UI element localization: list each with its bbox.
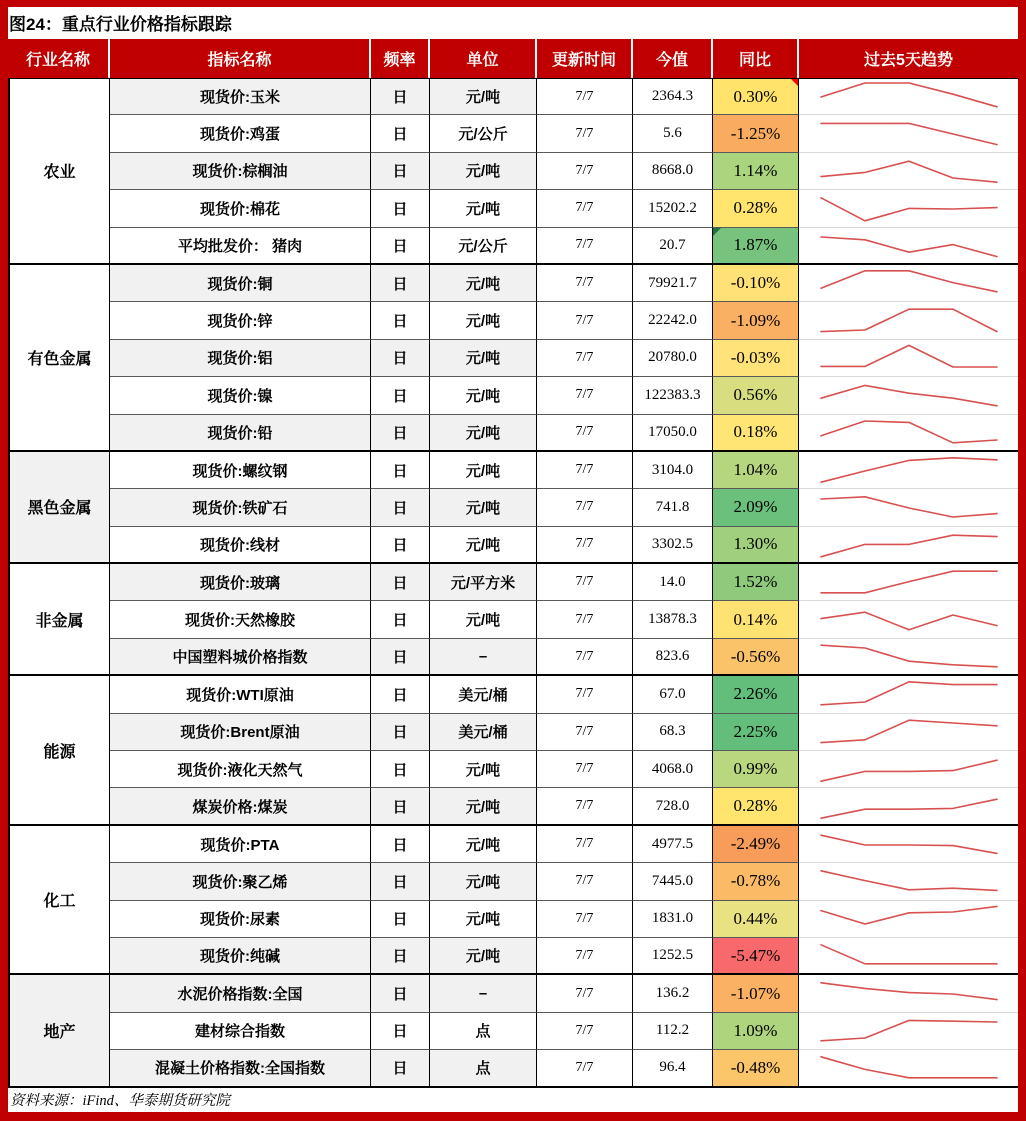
frequency-cell: 日 (371, 452, 430, 489)
value-cell: 7445.0 (633, 863, 713, 900)
updated-cell: 7/7 (537, 1050, 633, 1087)
trend-cell (799, 302, 1018, 339)
unit-cell: 元/公斤 (430, 228, 537, 265)
trend-cell (799, 527, 1018, 564)
section-rows (110, 564, 1018, 676)
indicator-cell: 现货价:PTA (110, 826, 371, 863)
table-row (110, 975, 1018, 1012)
updated-cell: 7/7 (537, 115, 633, 152)
updated-cell: 7/7 (537, 975, 633, 1012)
yoy-cell: -5.47% (713, 938, 799, 975)
table-row (110, 340, 1018, 377)
frequency-cell: 日 (371, 377, 430, 414)
indicator-cell: 现货价:天然橡胶 (110, 601, 371, 638)
frequency-cell: 日 (371, 527, 430, 564)
updated-cell: 7/7 (537, 826, 633, 863)
frequency-cell: 日 (371, 901, 430, 938)
unit-cell: 元/吨 (430, 751, 537, 788)
trend-sparkline (799, 901, 1018, 938)
unit-cell: 美元/桶 (430, 714, 537, 751)
frequency-cell: 日 (371, 489, 430, 526)
figure-inner (8, 7, 1018, 1112)
frequency-cell: 日 (371, 601, 430, 638)
indicator-cell: 平均批发价： 猪肉 (110, 228, 371, 265)
trend-sparkline (799, 1013, 1018, 1050)
table-row (110, 265, 1018, 302)
trend-cell (799, 115, 1018, 152)
trend-sparkline (799, 938, 1018, 974)
indicator-cell: 现货价:铅 (110, 415, 371, 452)
trend-sparkline (799, 601, 1018, 638)
unit-cell: 元/吨 (430, 938, 537, 975)
trend-cell (799, 415, 1018, 452)
indicator-cell: 现货价:液化天然气 (110, 751, 371, 788)
indicator-cell: 现货价:棕榈油 (110, 153, 371, 190)
trend-sparkline (799, 714, 1018, 751)
indicator-cell: 现货价:螺纹钢 (110, 452, 371, 489)
trend-sparkline (799, 78, 1018, 115)
indicator-cell: 水泥价格指数:全国 (110, 975, 371, 1012)
yoy-cell: 0.99% (713, 751, 799, 788)
updated-cell: 7/7 (537, 190, 633, 227)
updated-cell: 7/7 (537, 489, 633, 526)
indicator-cell: 现货价:铜 (110, 265, 371, 302)
indicator-cell: 现货价:铁矿石 (110, 489, 371, 526)
value-cell: 728.0 (633, 788, 713, 825)
header-trend: 过去5天趋势 (864, 52, 953, 69)
table-row (110, 452, 1018, 489)
value-cell: 68.3 (633, 714, 713, 751)
trend-sparkline (799, 489, 1018, 526)
trend-cell (799, 901, 1018, 938)
trend-cell (799, 601, 1018, 638)
industry-section (8, 452, 1018, 564)
value-cell: 79921.7 (633, 265, 713, 302)
frequency-cell: 日 (371, 714, 430, 751)
header-yoy: 同比 (713, 39, 799, 78)
value-cell: 1831.0 (633, 901, 713, 938)
table-row (110, 601, 1018, 638)
indicator-cell: 现货价:鸡蛋 (110, 115, 371, 152)
indicator-cell: 现货价:铝 (110, 340, 371, 377)
updated-cell: 7/7 (537, 788, 633, 825)
industry-section (8, 826, 1018, 976)
unit-cell: 元/吨 (430, 788, 537, 825)
trend-sparkline (799, 863, 1018, 900)
table-row (110, 302, 1018, 339)
trend-sparkline (799, 676, 1018, 713)
trend-sparkline (799, 265, 1018, 302)
unit-cell: 元/平方米 (430, 564, 537, 601)
table-row (110, 153, 1018, 190)
value-cell: 8668.0 (633, 153, 713, 190)
updated-cell: 7/7 (537, 527, 633, 564)
unit-cell: 元/吨 (430, 153, 537, 190)
section-rows (110, 826, 1018, 976)
value-cell: 112.2 (633, 1013, 713, 1050)
yoy-cell: 0.56% (713, 377, 799, 414)
unit-cell: 元/吨 (430, 901, 537, 938)
trend-cell (799, 452, 1018, 489)
trend-sparkline (799, 788, 1018, 824)
value-cell: 4068.0 (633, 751, 713, 788)
yoy-cell: -0.03% (713, 340, 799, 377)
trend-cell (799, 564, 1018, 601)
frequency-cell: 日 (371, 302, 430, 339)
trend-sparkline (799, 153, 1018, 190)
updated-cell: 7/7 (537, 153, 633, 190)
industry-cell: 农业 (8, 78, 110, 265)
value-cell: 13878.3 (633, 601, 713, 638)
trend-cell (799, 377, 1018, 414)
value-cell: 17050.0 (633, 415, 713, 452)
indicator-cell: 现货价:聚乙烯 (110, 863, 371, 900)
trend-sparkline (799, 302, 1018, 339)
unit-cell: – (430, 975, 537, 1012)
updated-cell: 7/7 (537, 751, 633, 788)
table-row (110, 751, 1018, 788)
table-row (110, 377, 1018, 414)
yoy-cell: -2.49% (713, 826, 799, 863)
trend-sparkline (799, 975, 1018, 1012)
yoy-cell: -1.07% (713, 975, 799, 1012)
table-row (110, 901, 1018, 938)
industry-cell: 地产 (8, 975, 110, 1087)
frequency-cell: 日 (371, 415, 430, 452)
trend-cell (799, 975, 1018, 1012)
frequency-cell: 日 (371, 190, 430, 227)
value-cell: 5.6 (633, 115, 713, 152)
table-row (110, 527, 1018, 564)
updated-cell: 7/7 (537, 228, 633, 265)
updated-cell: 7/7 (537, 901, 633, 938)
updated-cell: 7/7 (537, 639, 633, 676)
table-row (110, 826, 1018, 863)
header-indicator: 指标名称 (110, 39, 371, 78)
yoy-cell: -1.09% (713, 302, 799, 339)
frequency-cell: 日 (371, 938, 430, 975)
value-cell: 823.6 (633, 639, 713, 676)
industry-cell: 有色金属 (8, 265, 110, 452)
section-rows (110, 78, 1018, 265)
trend-sparkline (799, 751, 1018, 788)
unit-cell: – (430, 639, 537, 676)
indicator-cell: 现货价:镍 (110, 377, 371, 414)
value-cell: 67.0 (633, 676, 713, 713)
trend-cell (799, 340, 1018, 377)
unit-cell: 美元/桶 (430, 676, 537, 713)
industry-cell: 化工 (8, 826, 110, 976)
trend-sparkline (799, 377, 1018, 414)
trend-cell (799, 489, 1018, 526)
indicator-cell: 现货价:玉米 (110, 78, 371, 115)
trend-sparkline (799, 340, 1018, 377)
indicator-cell: 现货价:线材 (110, 527, 371, 564)
value-cell: 3302.5 (633, 527, 713, 564)
unit-cell: 元/吨 (430, 302, 537, 339)
yoy-cell: 0.44% (713, 901, 799, 938)
updated-cell: 7/7 (537, 1013, 633, 1050)
updated-cell: 7/7 (537, 377, 633, 414)
trend-cell (799, 863, 1018, 900)
yoy-cell: 1.30% (713, 527, 799, 564)
trend-cell (799, 676, 1018, 713)
unit-cell: 元/吨 (430, 415, 537, 452)
indicator-cell: 现货价:玻璃 (110, 564, 371, 601)
header-industry: 行业名称 (8, 39, 110, 78)
trend-sparkline (799, 228, 1018, 264)
indicator-cell: 建材综合指数 (110, 1013, 371, 1050)
indicator-cell: 现货价:尿素 (110, 901, 371, 938)
trend-cell (799, 639, 1018, 676)
value-cell: 96.4 (633, 1050, 713, 1087)
table-row (110, 415, 1018, 452)
yoy-cell: 1.87% (713, 228, 799, 265)
yoy-cell: 2.26% (713, 676, 799, 713)
trend-cell (799, 190, 1018, 227)
yoy-cell: 0.30% (713, 78, 799, 115)
table-row (110, 564, 1018, 601)
trend-cell (799, 1013, 1018, 1050)
yoy-cell: 0.14% (713, 601, 799, 638)
frequency-cell: 日 (371, 1013, 430, 1050)
yoy-cell: 1.04% (713, 452, 799, 489)
table-header (8, 39, 1018, 78)
yoy-cell: 1.52% (713, 564, 799, 601)
frequency-cell: 日 (371, 265, 430, 302)
indicator-cell: 现货价:WTI原油 (110, 676, 371, 713)
trend-cell (799, 265, 1018, 302)
value-cell: 1252.5 (633, 938, 713, 975)
header-unit: 单位 (430, 39, 537, 78)
indicator-cell: 现货价:Brent原油 (110, 714, 371, 751)
table-row (110, 1050, 1018, 1087)
value-cell: 122383.3 (633, 377, 713, 414)
frequency-cell: 日 (371, 826, 430, 863)
value-cell: 20.7 (633, 228, 713, 265)
trend-cell (799, 228, 1018, 265)
value-cell: 741.8 (633, 489, 713, 526)
industry-cell: 能源 (8, 676, 110, 826)
updated-cell: 7/7 (537, 340, 633, 377)
unit-cell: 元/吨 (430, 190, 537, 227)
updated-cell: 7/7 (537, 415, 633, 452)
trend-cell (799, 1050, 1018, 1087)
header-value: 今值 (633, 39, 713, 78)
table-row (110, 489, 1018, 526)
unit-cell: 元/吨 (430, 826, 537, 863)
unit-cell: 点 (430, 1050, 537, 1087)
indicator-cell: 混凝土价格指数:全国指数 (110, 1050, 371, 1087)
industry-section (8, 564, 1018, 676)
industry-section (8, 265, 1018, 452)
frequency-cell: 日 (371, 751, 430, 788)
unit-cell: 元/吨 (430, 340, 537, 377)
frequency-cell: 日 (371, 1050, 430, 1087)
value-cell: 15202.2 (633, 190, 713, 227)
updated-cell: 7/7 (537, 863, 633, 900)
source-note: 资料来源：iFind、华泰期货研究院 (10, 1093, 230, 1110)
indicator-cell: 现货价:棉花 (110, 190, 371, 227)
unit-cell: 元/吨 (430, 489, 537, 526)
unit-cell: 元/吨 (430, 377, 537, 414)
trend-sparkline (799, 190, 1018, 227)
yoy-cell: -0.48% (713, 1050, 799, 1087)
updated-cell: 7/7 (537, 938, 633, 975)
table-row (110, 228, 1018, 265)
frequency-cell: 日 (371, 228, 430, 265)
frequency-cell: 日 (371, 564, 430, 601)
yoy-cell: -1.25% (713, 115, 799, 152)
frequency-cell: 日 (371, 153, 430, 190)
trend-sparkline (799, 564, 1018, 601)
value-cell: 20780.0 (633, 340, 713, 377)
trend-cell (799, 938, 1018, 975)
unit-cell: 元/公斤 (430, 115, 537, 152)
value-cell: 22242.0 (633, 302, 713, 339)
updated-cell: 7/7 (537, 714, 633, 751)
indicator-cell: 现货价:纯碱 (110, 938, 371, 975)
industry-cell: 黑色金属 (8, 452, 110, 564)
frequency-cell: 日 (371, 78, 430, 115)
trend-sparkline (799, 826, 1018, 863)
table-row (110, 714, 1018, 751)
table-row (110, 115, 1018, 152)
trend-sparkline (799, 115, 1018, 152)
value-cell: 2364.3 (633, 78, 713, 115)
frequency-cell: 日 (371, 863, 430, 900)
figure-title: 图24：重点行业价格指标跟踪 (8, 7, 1018, 38)
yoy-cell: -0.56% (713, 639, 799, 676)
section-rows (110, 676, 1018, 826)
yoy-cell: -0.10% (713, 265, 799, 302)
frequency-cell: 日 (371, 340, 430, 377)
unit-cell: 元/吨 (430, 452, 537, 489)
frequency-cell: 日 (371, 676, 430, 713)
yoy-cell: 1.14% (713, 153, 799, 190)
indicator-cell: 现货价:锌 (110, 302, 371, 339)
trend-cell (799, 714, 1018, 751)
frequency-cell: 日 (371, 115, 430, 152)
value-cell: 136.2 (633, 975, 713, 1012)
yoy-cell: 2.09% (713, 489, 799, 526)
updated-cell: 7/7 (537, 452, 633, 489)
table-row (110, 676, 1018, 713)
table-row (110, 190, 1018, 227)
trend-sparkline (799, 452, 1018, 489)
table-row (110, 639, 1018, 676)
trend-cell (799, 78, 1018, 115)
table-body (8, 78, 1018, 1088)
yoy-cell: 1.09% (713, 1013, 799, 1050)
updated-cell: 7/7 (537, 676, 633, 713)
frequency-cell: 日 (371, 639, 430, 676)
unit-cell: 元/吨 (430, 78, 537, 115)
yoy-cell: 0.28% (713, 190, 799, 227)
table-row (110, 863, 1018, 900)
section-rows (110, 265, 1018, 452)
updated-cell: 7/7 (537, 564, 633, 601)
industry-cell: 非金属 (8, 564, 110, 676)
trend-sparkline (799, 527, 1018, 563)
trend-sparkline (799, 639, 1018, 675)
trend-cell (799, 751, 1018, 788)
header-frequency: 频率 (371, 39, 430, 78)
trend-cell (799, 153, 1018, 190)
updated-cell: 7/7 (537, 302, 633, 339)
table-row (110, 938, 1018, 975)
trend-sparkline (799, 1050, 1018, 1086)
indicator-cell: 中国塑料城价格指数 (110, 639, 371, 676)
table-row (110, 78, 1018, 115)
frequency-cell: 日 (371, 788, 430, 825)
unit-cell: 元/吨 (430, 863, 537, 900)
indicator-cell: 煤炭价格:煤炭 (110, 788, 371, 825)
updated-cell: 7/7 (537, 78, 633, 115)
header-updated: 更新时间 (537, 39, 633, 78)
frequency-cell: 日 (371, 975, 430, 1012)
unit-cell: 元/吨 (430, 265, 537, 302)
unit-cell: 元/吨 (430, 601, 537, 638)
yoy-cell: -0.78% (713, 863, 799, 900)
trend-cell (799, 826, 1018, 863)
section-rows (110, 975, 1018, 1087)
unit-cell: 点 (430, 1013, 537, 1050)
table-row (110, 788, 1018, 825)
yoy-cell: 0.28% (713, 788, 799, 825)
industry-section (8, 78, 1018, 265)
yoy-cell: 0.18% (713, 415, 799, 452)
yoy-cell: 2.25% (713, 714, 799, 751)
updated-cell: 7/7 (537, 601, 633, 638)
section-rows (110, 452, 1018, 564)
industry-section (8, 676, 1018, 826)
unit-cell: 元/吨 (430, 527, 537, 564)
trend-sparkline (799, 415, 1018, 451)
updated-cell: 7/7 (537, 265, 633, 302)
value-cell: 4977.5 (633, 826, 713, 863)
table-row (110, 1013, 1018, 1050)
value-cell: 3104.0 (633, 452, 713, 489)
industry-section (8, 975, 1018, 1087)
trend-cell (799, 788, 1018, 825)
value-cell: 14.0 (633, 564, 713, 601)
